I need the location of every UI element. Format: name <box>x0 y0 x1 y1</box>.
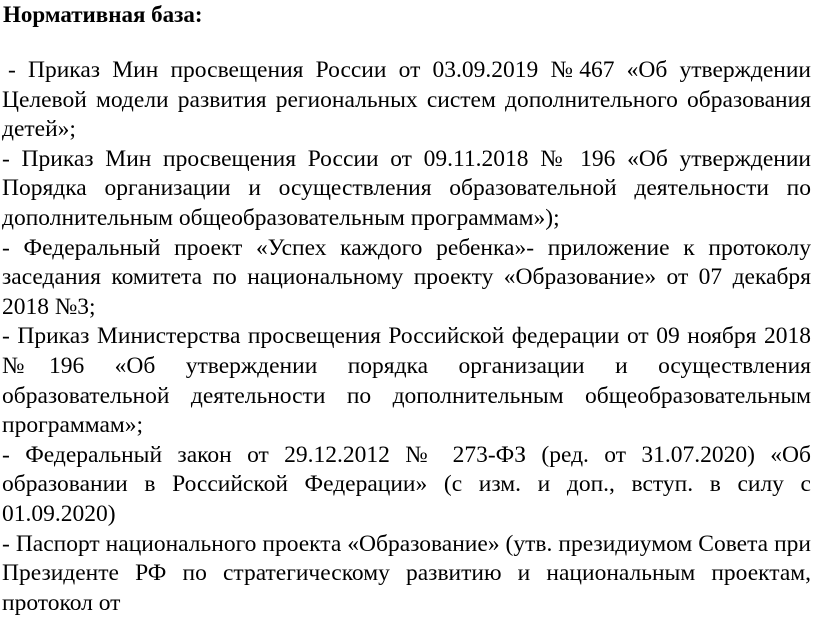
regulation-item-5: - Федеральный закон от 29.12.2012 № 273-ФЗ (ред. от 31.07.2020) «Об образовании в Российской Федерации» (с изм. и доп., вступ. в силу с 01.09.2020) <box>2 441 811 530</box>
page-title: Нормативная база: <box>3 1 203 29</box>
regulation-list <box>2 56 811 618</box>
regulation-item-4: - Приказ Министерства просвещения Российской федерации от 09 ноября 2018 №196 «Об утверждении порядка организации и осуществления образовательной деятельности по дополнительным общеобразовательным программам»; <box>2 322 811 440</box>
regulation-item-2: - Приказ Мин просвещения России от 09.11.2018 № 196 «Об утверждении Порядка организации и осуществления образовательной деятельности по дополнительным общеобразовательным программам»); <box>2 145 811 234</box>
regulation-item-6: - Паспорт национального проекта «Образование» (утв. президиумом Совета при Президенте РФ по стратегическому развитию и национальным проектам, протокол от <box>2 530 811 618</box>
regulation-item-3: - Федеральный проект «Успех каждого ребенка»- приложение к протоколу заседания комитета по национальному проекту «Образование» от 07 декабря 2018 №3; <box>2 234 811 323</box>
regulation-item-1: - Приказ Мин просвещения России от 03.09.2019 №467 «Об утверждении Целевой модели развития региональных систем дополнительного образования детей»; <box>2 56 811 145</box>
